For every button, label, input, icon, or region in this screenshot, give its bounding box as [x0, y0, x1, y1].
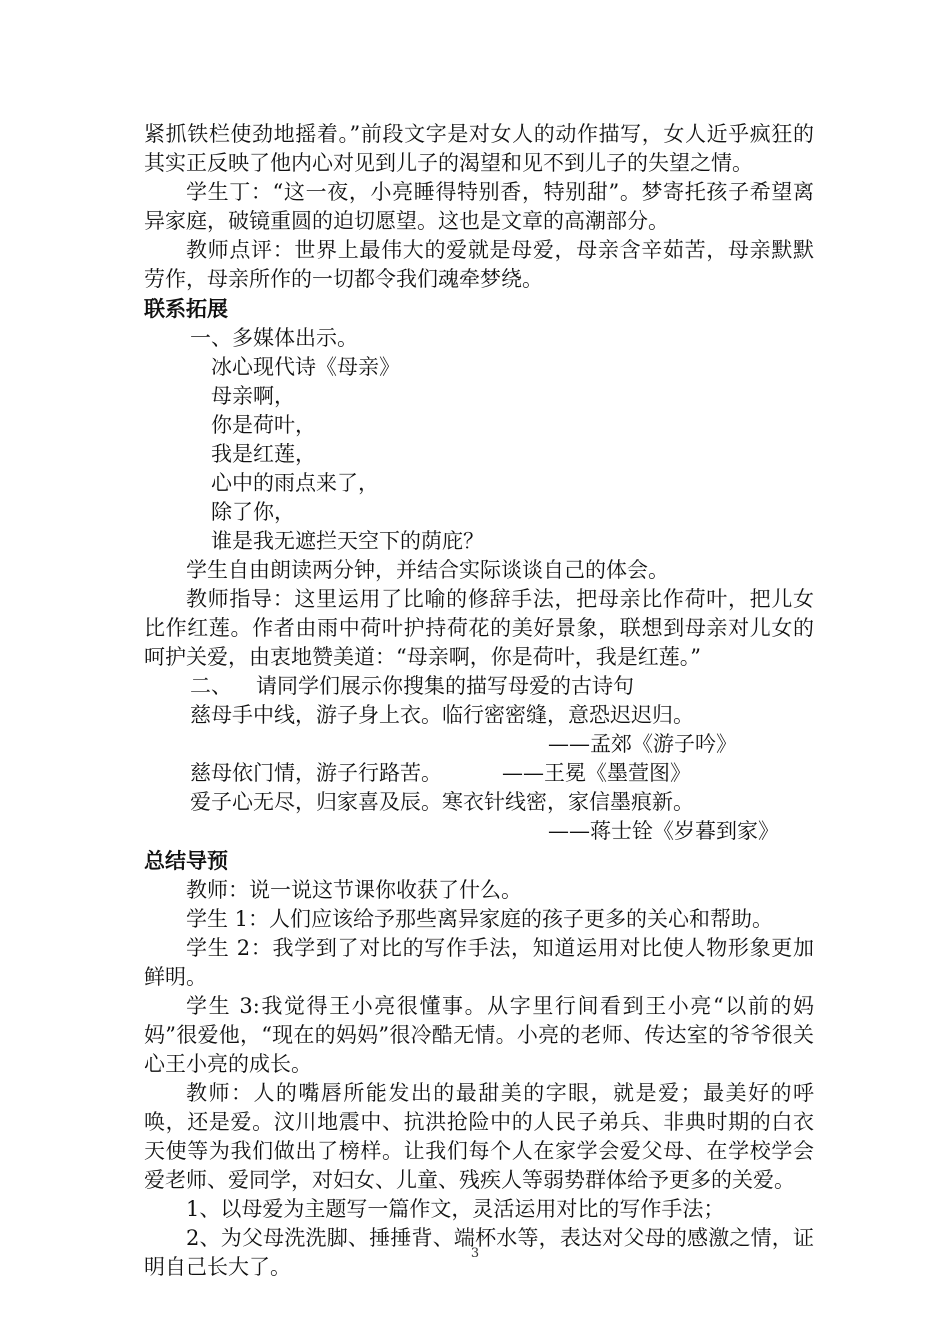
verse-2-row	[144, 759, 814, 788]
verse-3: 爱子心无尽，归家喜及辰。寒衣针线密，家信墨痕新。	[190, 790, 694, 814]
summary-student-1: 学生 1：人们应该给予那些离异家庭的孩子更多的关心和帮助。	[186, 907, 774, 931]
verse-3-source: ——蒋士铨《岁暮到家》	[548, 819, 779, 843]
item2-text: 请同学们展示你搜集的描写母爱的古诗句	[256, 674, 634, 698]
item1-title: 一、多媒体出示。	[190, 326, 358, 350]
item2-number: 二、	[190, 674, 232, 698]
heading-extend: 联系拓展	[144, 297, 228, 321]
poem-line: 母亲啊，	[211, 384, 295, 408]
homework-2: 2、为父母洗洗脚、捶捶背、端杯水等，表达对父母的感激之情，证明自己长大了。	[144, 1226, 814, 1279]
poem-line: 谁是我无遮拦天空下的荫庇？	[211, 529, 484, 553]
summary-teacher-question: 教师：说一说这节课你收获了什么。	[186, 878, 522, 902]
verse-2: 慈母依门情，游子行路苦。	[190, 761, 442, 785]
summary-teacher: 教师：人的嘴唇所能发出的最甜美的字眼，就是爱；最美好的呼唤，还是爱。汶川地震中、抗洪抢险中的人民子弟兵、非典时期的白衣天使等为我们做出了榜样。让我们每个人在家学会爱父母、在学校学会爱老师、爱同学，对妇女、儿童、残疾人等弱势群体给予更多的关爱。	[144, 1081, 814, 1192]
poem-line: 心中的雨点来了，	[211, 471, 379, 495]
item2-title	[144, 672, 814, 701]
paragraph-read: 学生自由朗读两分钟，并结合实际谈谈自己的体会。	[186, 558, 669, 582]
page-number: 3	[470, 1246, 480, 1261]
poem-line: 我是红莲，	[211, 442, 316, 466]
verse-2-source: ——王冕《墨萱图》	[502, 761, 691, 785]
paragraph-student-d: 学生丁：“这一夜，小亮睡得特别香，特别甜”。梦寄托孩子希望离异家庭，破镜重圆的迫切愿望。这也是文章的高潮部分。	[144, 180, 814, 233]
homework-1: 1、以母爱为主题写一篇作文，灵活运用对比的写作手法；	[186, 1197, 725, 1221]
poem-line: 你是荷叶，	[211, 413, 316, 437]
poem-line: 冰心现代诗《母亲》	[211, 355, 400, 379]
summary-student-3: 学生 3:我觉得王小亮很懂事。从字里行间看到王小亮“以前的妈妈”很爱他，“现在的妈妈”很冷酷无情。小亮的老师、传达室的爷爷很关心王小亮的成长。	[144, 994, 814, 1076]
page-content	[144, 120, 814, 1282]
paragraph-intro: 紧抓铁栏使劲地摇着。”前段文字是对女人的动作描写，女人近乎疯狂的其实正反映了他内心对见到儿子的渴望和见不到儿子的失望之情。	[144, 122, 814, 175]
summary-student-2: 学生 2：我学到了对比的写作手法，知道运用对比使人物形象更加鲜明。	[144, 936, 814, 989]
verse-1-source: ——孟郊《游子吟》	[548, 732, 737, 756]
paragraph-guide: 教师指导：这里运用了比喻的修辞手法，把母亲比作荷叶，把儿女比作红莲。作者由雨中荷叶护持荷花的美好景象，联想到母亲对儿女的呵护关爱，由衷地赞美道：“母亲啊，你是荷叶，我是红莲。”	[144, 587, 814, 669]
poem-line: 除了你，	[211, 500, 295, 524]
heading-summary: 总结导预	[144, 849, 228, 873]
paragraph-teacher-review: 教师点评：世界上最伟大的爱就是母爱，母亲含辛茹苦，母亲默默劳作，母亲所作的一切都令我们魂牵梦绕。	[144, 238, 814, 291]
verse-1: 慈母手中线，游子身上衣。临行密密缝，意恐迟迟归。	[190, 703, 694, 727]
